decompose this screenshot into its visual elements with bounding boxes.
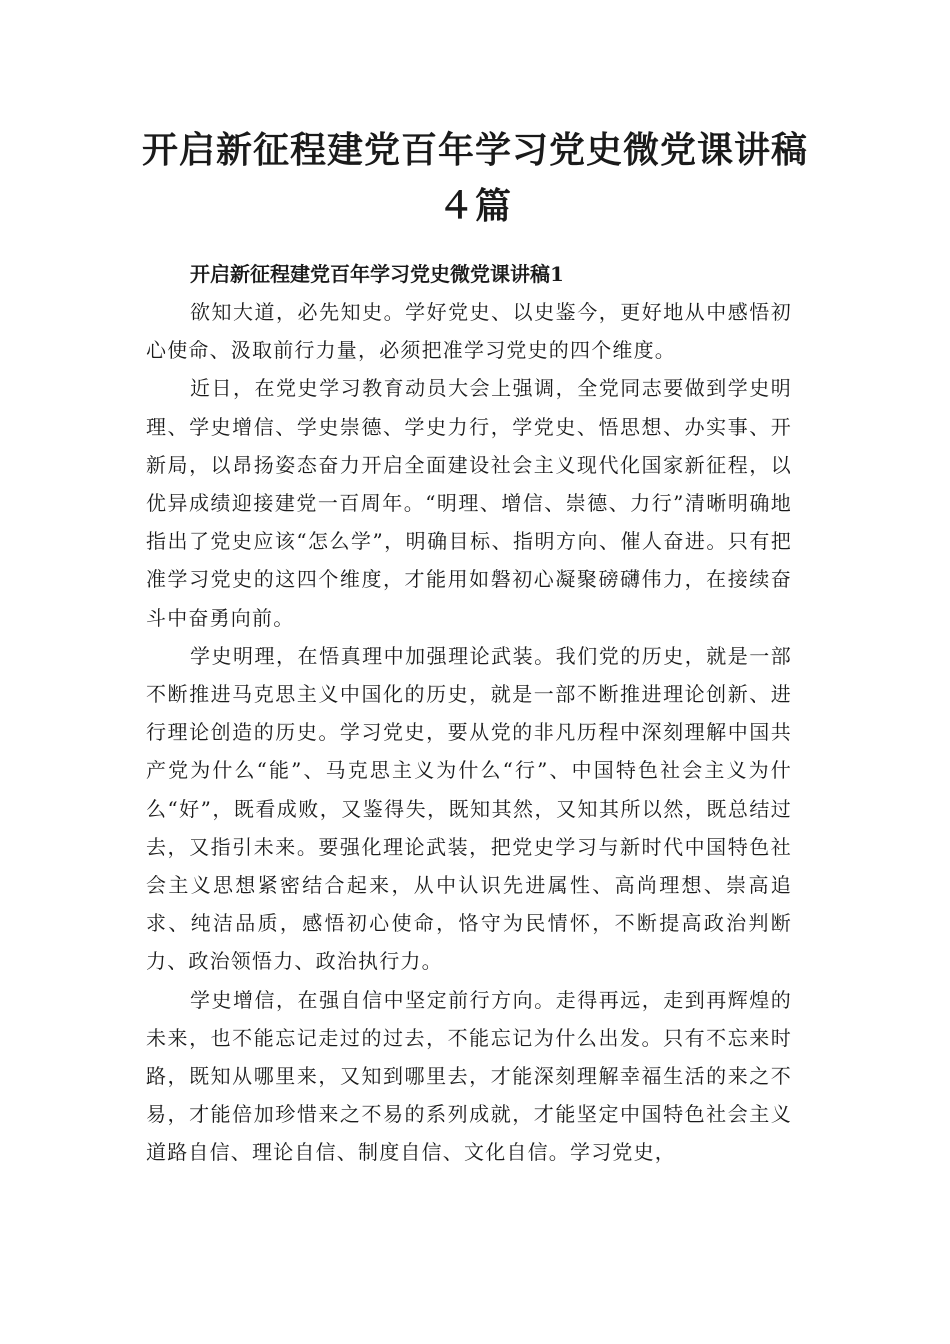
document-title: 开启新征程建党百年学习党史微党课讲稿４篇 bbox=[141, 129, 808, 227]
document-body bbox=[146, 255, 792, 1172]
section-heading: 开启新征程建党百年学习党史微党课讲稿1 bbox=[190, 262, 564, 286]
paragraph-4: 学史增信，在强自信中坚定前行方向。走得再远，走到再辉煌的未来，也不能忘记走过的过去，不能忘记为什么出发。只有不忘来时路，既知从哪里来，又知到哪里去，才能深刻理解幸福生活的来之不易，才能倍加珍惜来之不易的系列成就，才能坚定中国特色社会主义道路自信、理论自信、制度自信、文化自信。学习党史， bbox=[146, 987, 792, 1165]
paragraph-1: 欲知大道，必先知史。学好党史、以史鉴今，更好地从中感悟初心使命、汲取前行力量，必须把准学习党史的四个维度。 bbox=[146, 300, 792, 363]
paragraph-2: 近日，在党史学习教育动员大会上强调，全党同志要做到学史明理、学史增信、学史崇德、学史力行，学党史、悟思想、办实事、开新局，以昂扬姿态奋力开启全面建设社会主义现代化国家新征程，以优异成绩迎接建党一百周年。“明理、增信、崇德、力行”清晰明确地指出了党史应该“怎么学”，明确目标、指明方向、催人奋进。只有把准学习党史的这四个维度，才能用如磐初心凝聚磅礴伟力，在接续奋斗中奋勇向前。 bbox=[146, 376, 792, 630]
paragraph-3: 学史明理，在悟真理中加强理论武装。我们党的历史，就是一部不断推进马克思主义中国化的历史，就是一部不断推进理论创新、进行理论创造的历史。学习党史，要从党的非凡历程中深刻理解中国共产党为什么“能”、马克思主义为什么“行”、中国特色社会主义为什么“好”，既看成败，又鉴得失，既知其然，又知其所以然，既总结过去，又指引未来。要强化理论武装，把党史学习与新时代中国特色社会主义思想紧密结合起来，从中认识先进属性、高尚理想、崇高追求、纯洁品质，感悟初心使命，恪守为民情怀，不断提高政治判断力、政治领悟力、政治执行力。 bbox=[146, 643, 792, 974]
